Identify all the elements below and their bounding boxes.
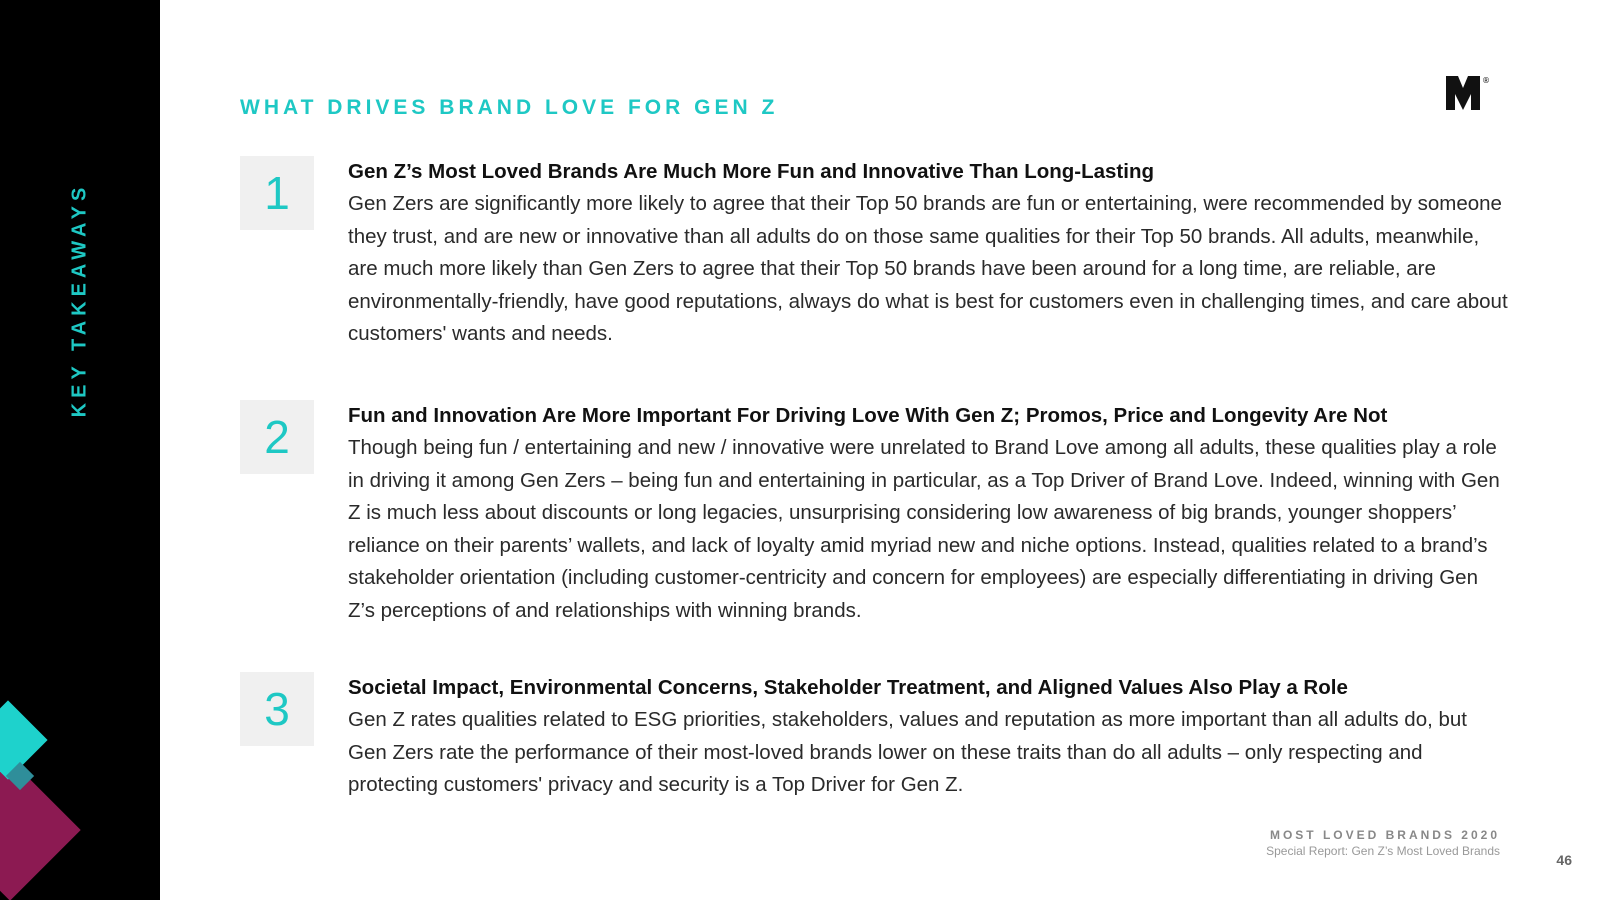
page-number: 46	[1556, 852, 1572, 868]
takeaway-text: Gen Zers are significantly more likely to agree that their Top 50 brands are fun or entertaining, were recommended by someone they trust, and are new or innovative than all adults do on those same qualities for their Top 50 brands. All adults, meanwhile, are much more likely than Gen Zers to agree that their Top 50 brands have been around for a long time, are reliable, are environmentally-friendly, have good reputations, always do what is best for customers even in challenging times, and care about customers' wants and needs.	[348, 192, 1508, 346]
takeaway-body	[348, 156, 1510, 351]
takeaway-heading: Societal Impact, Environmental Concerns, Stakeholder Treatment, and Aligned Values Also Play a Role	[348, 676, 1348, 699]
takeaway-number-box: 1	[240, 156, 314, 230]
takeaway-number-box: 3	[240, 672, 314, 746]
takeaway-body	[348, 400, 1510, 628]
brand-m-logo-icon	[1446, 76, 1490, 114]
sidebar	[0, 0, 160, 900]
takeaway-body	[348, 672, 1510, 802]
takeaway-heading: Fun and Innovation Are More Important For Driving Love With Gen Z; Promos, Price and Longevity Are Not	[348, 404, 1388, 427]
takeaway-text: Though being fun / entertaining and new / innovative were unrelated to Brand Love among all adults, these qualities play a role in driving it among Gen Zers – being fun and entertaining in particular, as a Top Driver of Brand Love. Indeed, winning with Gen Z is much less about discounts or long legacies, unsurprising considering low awareness of big brands, younger shoppers’ reliance on their parents’ wallets, and lack of loyalty amid myriad new and niche options. Instead, qualities related to a brand’s stakeholder orientation (including customer-centricity and concern for employees) are especially differentiating in driving Gen Z’s perceptions of and relationships with winning brands.	[348, 436, 1500, 622]
sidebar-label: KEY TAKEAWAYS	[68, 182, 91, 418]
page-title: WHAT DRIVES BRAND LOVE FOR GEN Z	[240, 96, 779, 119]
takeaway-3	[240, 672, 1510, 802]
takeaway-heading: Gen Z’s Most Loved Brands Are Much More Fun and Innovative Than Long-Lasting	[348, 160, 1154, 183]
takeaway-1	[240, 156, 1510, 351]
takeaway-number-box: 2	[240, 400, 314, 474]
footer	[1266, 828, 1500, 858]
takeaway-text: Gen Z rates qualities related to ESG priorities, stakeholders, values and reputation as more important than all adults do, but Gen Zers rate the performance of their most-loved brands lower on these traits than do all adults – only respecting and protecting customers' privacy and security is a Top Driver for Gen Z.	[348, 708, 1467, 797]
footer-report-subtitle: Special Report: Gen Z’s Most Loved Brands	[1266, 844, 1500, 858]
registered-mark: ®	[1482, 76, 1490, 85]
takeaway-2	[240, 400, 1510, 628]
footer-report-title: MOST LOVED BRANDS 2020	[1269, 828, 1500, 842]
